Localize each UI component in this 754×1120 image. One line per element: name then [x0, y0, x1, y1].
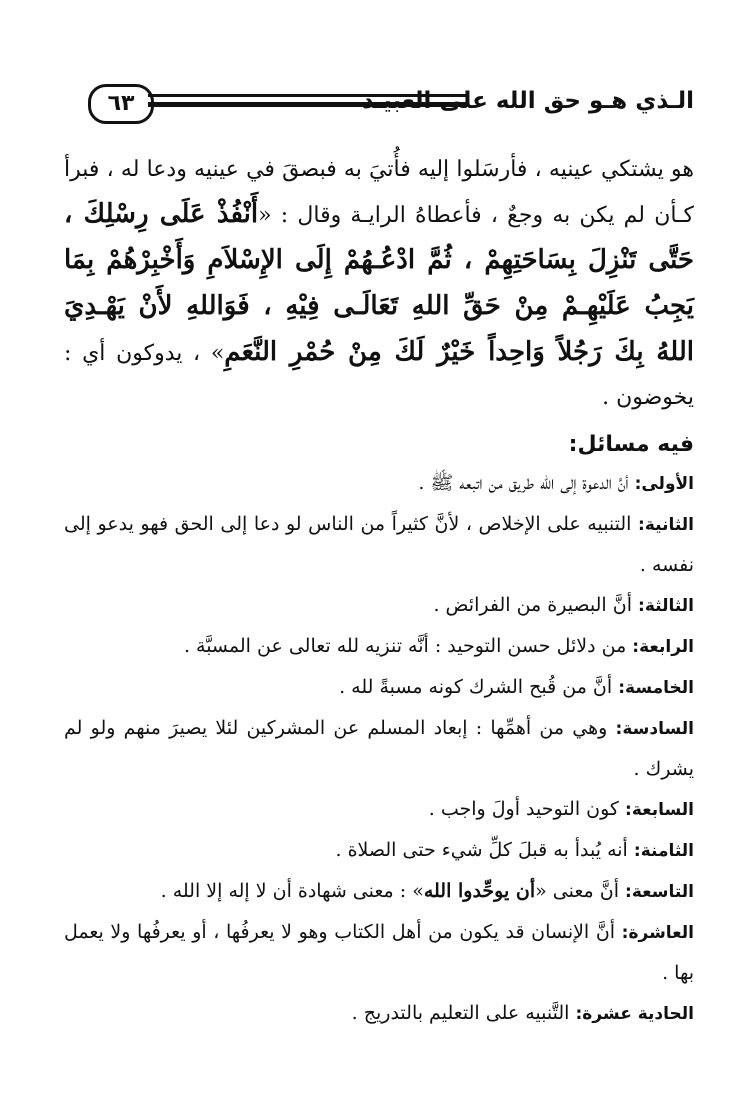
issue-label: السابعة: — [625, 800, 694, 820]
issue-label: الأولى: — [634, 474, 694, 494]
issue-text-pre: أنَّ معنى « — [535, 880, 619, 902]
issue-item — [64, 789, 694, 830]
hadith-intro-text: هو يشتكي عينيه ، فأرسَلوا إليه فأُتيَ به فبصقَ في عينيه ودعا له ، فبرأ كـأن لم يكن به وجعٌ ، فأعطاهُ الرايـة وقال : « — [64, 157, 694, 228]
issue-text: أنه يُبدأ به قبلَ كلِّ شيء حتى الصلاة . — [335, 839, 628, 861]
issue-item — [64, 708, 694, 789]
issue-text: التنبيه على الإخلاص ، لأنَّ كثيراً من الناس لو دعا إلى الحق فهو يدعو إلى نفسه . — [64, 513, 694, 576]
page-header — [88, 84, 694, 124]
page-number-badge: ٦٣ — [88, 84, 154, 124]
issue-text: أنَّ البصيرة من الفرائض . — [433, 594, 632, 616]
issue-item — [64, 830, 694, 871]
issue-label: التاسعة: — [625, 882, 694, 902]
issue-label: السادسة: — [615, 719, 694, 739]
page-body — [64, 148, 694, 1034]
issue-text: من دلائل حسن التوحيد : أنَّه تنزيه لله تعالى عن المسبَّة . — [183, 635, 627, 657]
issue-quote: أن يوحِّدوا الله — [423, 880, 536, 902]
issue-text: أنَّ من قُبح الشرك كونه مسبةً لله . — [339, 676, 613, 698]
issue-item — [64, 504, 694, 585]
running-title: الـذي هـو حق الله على العبيـد — [362, 88, 694, 114]
issue-item — [64, 585, 694, 626]
issue-label: الحادية عشرة: — [575, 1004, 694, 1024]
issue-text: كون التوحيد أولَ واجب . — [428, 798, 619, 820]
issue-text: أنَّ الإنسان قد يكون من أهل الكتاب وهو لا يعرفُها ، أو يعرفُها ولا يعمل بها . — [64, 921, 694, 984]
issue-item — [64, 626, 694, 667]
hadith-paragraph — [64, 148, 694, 420]
issue-text: وهي من أهمِّها : إبعاد المسلم عن المشركين لئلا يصيرَ منهم ولو لم يشرك . — [64, 717, 694, 780]
issue-text: التَّنبيه على التعليم بالتدريج . — [351, 1002, 570, 1024]
issue-label: الثانية: — [638, 515, 694, 535]
issue-item — [64, 993, 694, 1034]
issue-text: » : معنى شهادة أن لا إله إلا الله . — [160, 880, 424, 902]
issue-label: العاشرة: — [621, 923, 694, 943]
hadith-quote: أَنْفُذْ عَلَى رِسْلِكَ ، حَتَّى تَنْزِلَ بِسَاحَتِهِمْ ، ثُمَّ ادْعُـهُمْ إِلَى الإِسْلاَمِ وَأَخْبِرْهُمْ بِمَا يَجِبُ عَلَيْهِـمْ مِنْ حَقِّ اللهِ تَعَالَـى فِيْهِ ، فَوَاللهِ لأَنْ يَهْـدِيَ اللهُ بِكَ رَجُلاً وَاحِداً خَيْرٌ لَكَ مِنْ حُمْرِ النَّعَمِ — [64, 199, 694, 367]
issue-text: أنَّ الدعوة إلى الله طريق من اتبعه ﷺ . — [418, 472, 629, 494]
issue-item — [64, 667, 694, 708]
issue-label: الخامسة: — [618, 678, 694, 698]
hadith-explanation: » ، يدوكون أي : يخوضون . — [64, 341, 694, 410]
issues-heading: فيه مسائل: — [568, 432, 694, 457]
issue-label: الثامنة: — [633, 841, 694, 861]
issue-item — [64, 871, 694, 912]
issue-item — [64, 912, 694, 993]
issue-item — [64, 463, 694, 504]
issue-label: الرابعة: — [632, 637, 694, 657]
issue-label: الثالثة: — [638, 596, 694, 616]
